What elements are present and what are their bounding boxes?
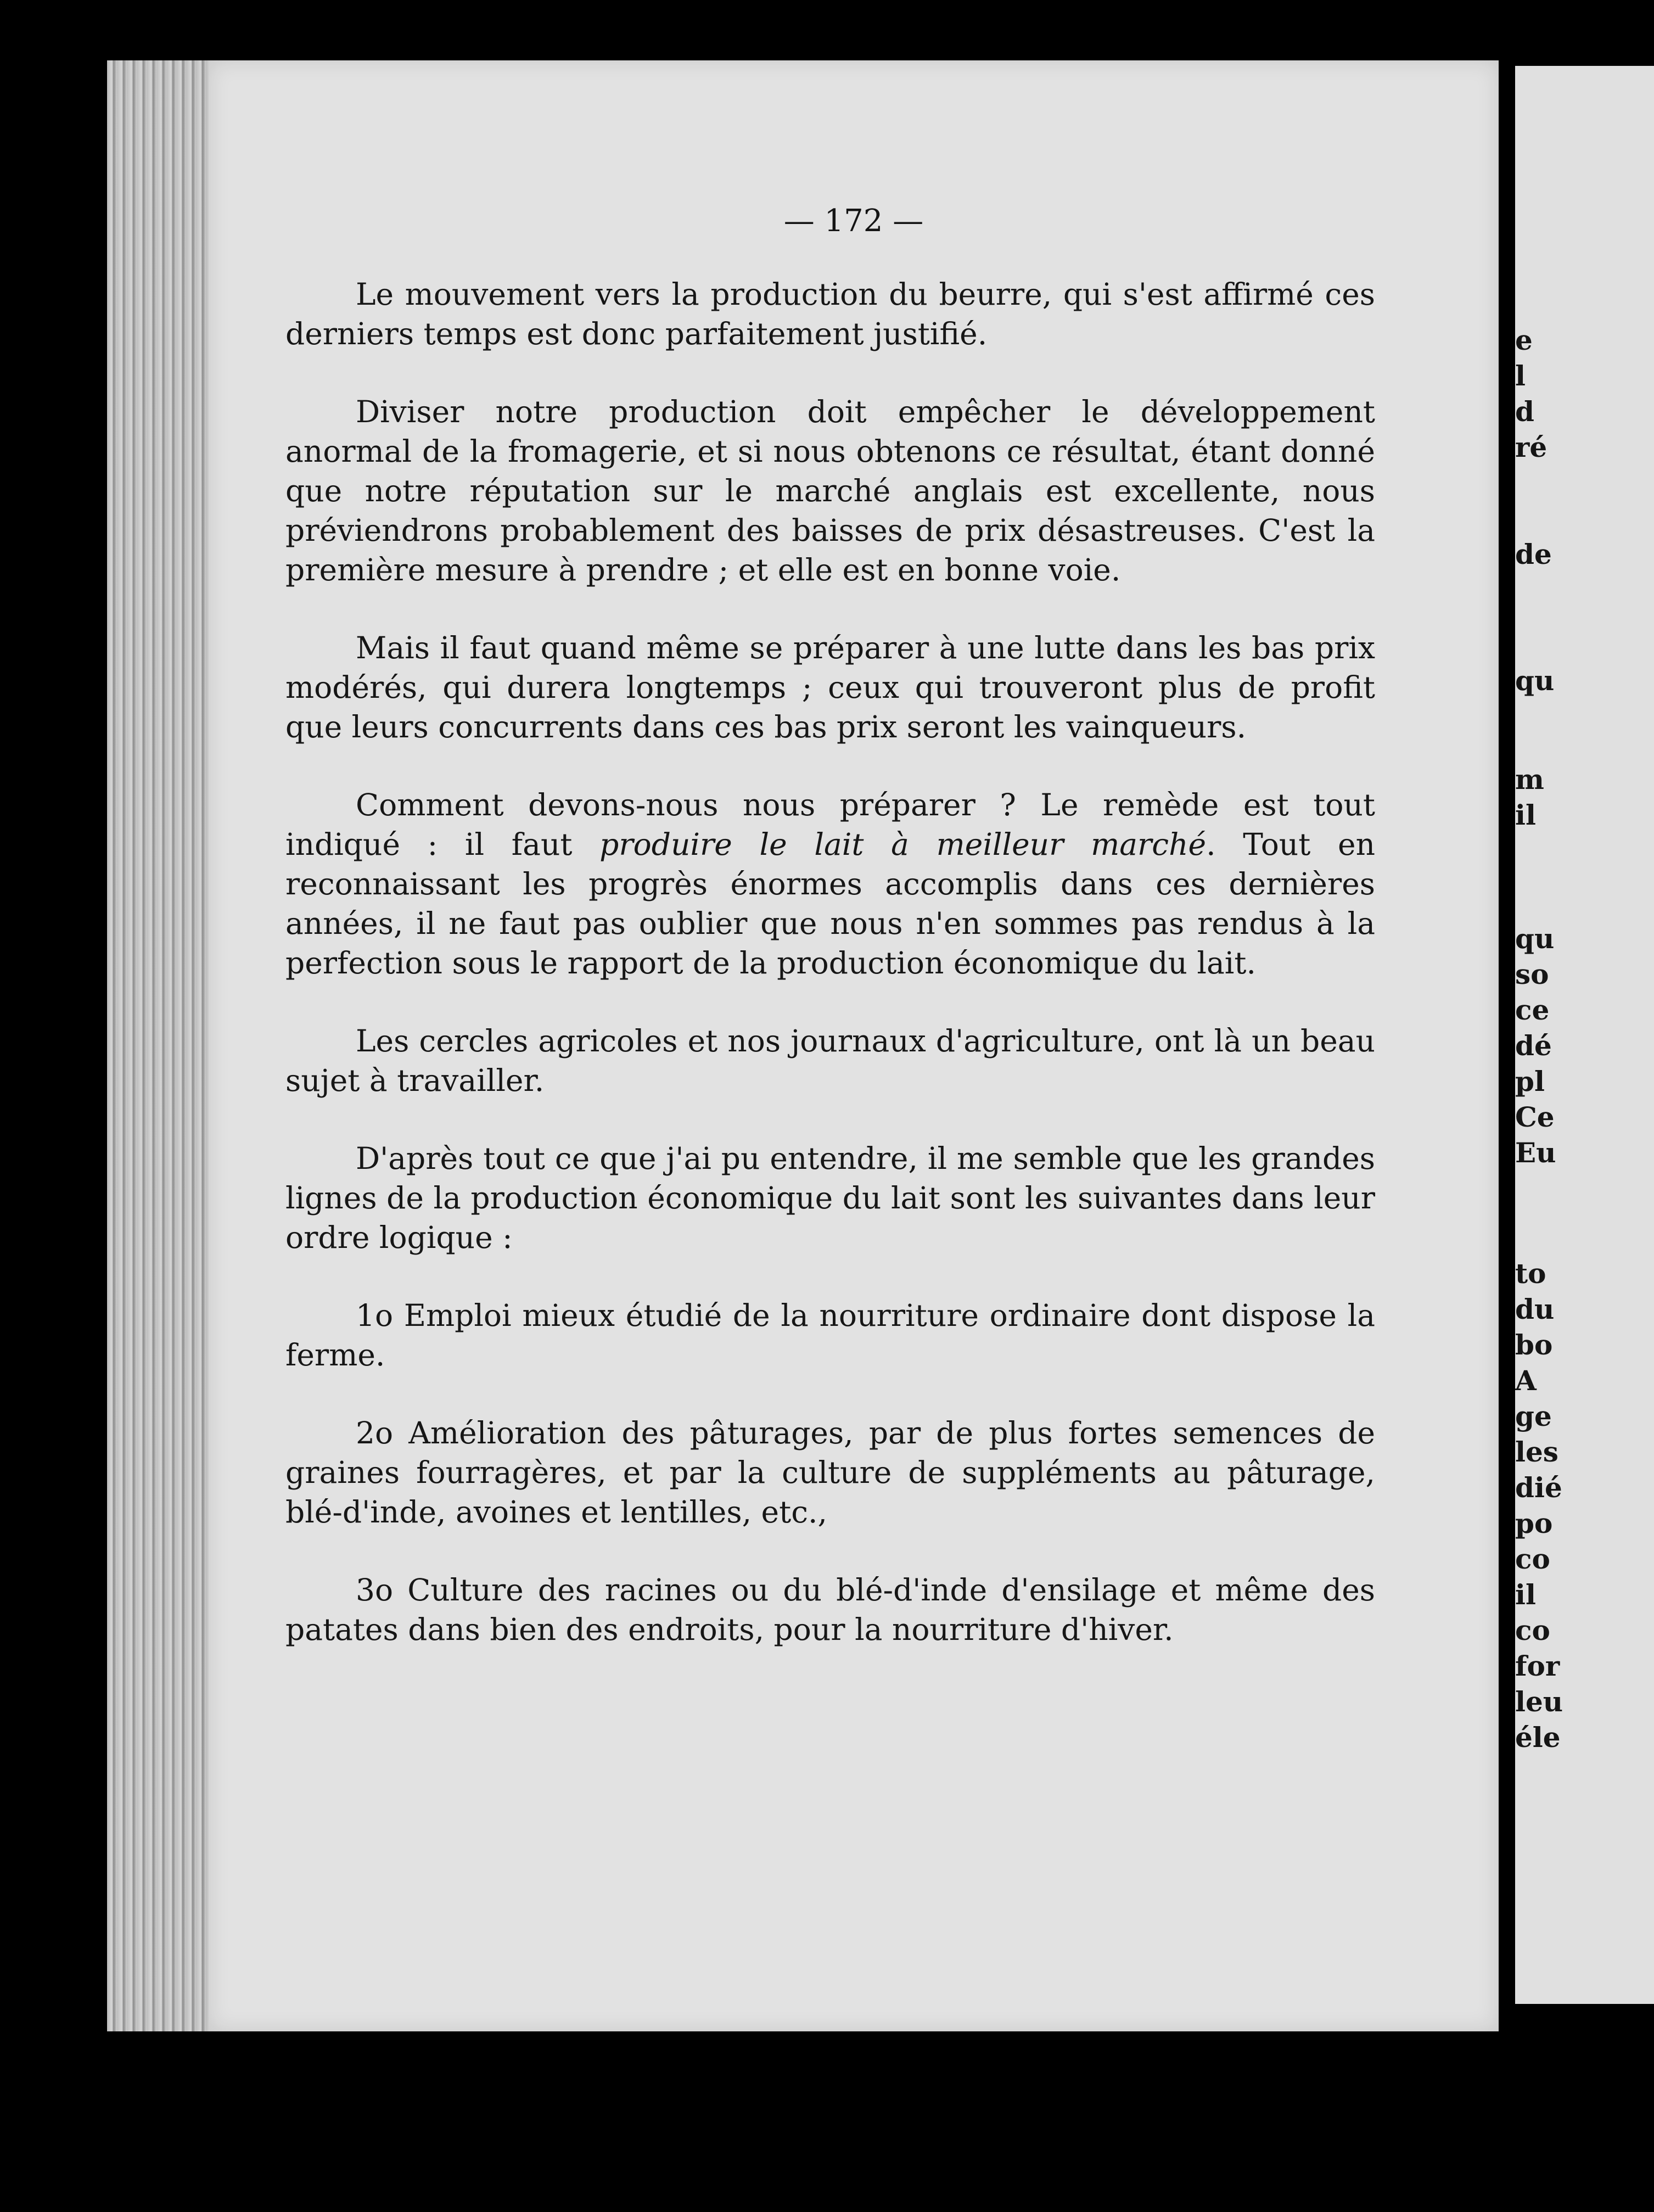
facing-fragment: for bbox=[1515, 1650, 1560, 1682]
facing-fragment: pl bbox=[1515, 1065, 1545, 1097]
list-item-3: 3o Culture des racines ou du blé-d'inde d'ensilage et même des patates dans bien des endroits, pour la nourriture d'hiver. bbox=[285, 1572, 1375, 1647]
facing-fragment: po bbox=[1515, 1507, 1553, 1539]
paragraph-3: Mais il faut quand même se préparer à une lutte dans les bas prix modérés, qui durera longtemps ; ceux qui trouveront plus de profit que leurs concurrents dans ces bas prix seront les vainqueurs. bbox=[285, 630, 1375, 744]
list-item-2: 2o Amélioration des pâturages, par de plus fortes semences de graines fourragères, et par la culture de suppléments au pâturage, blé-d'inde, avoines et lentilles, etc., bbox=[285, 1415, 1375, 1530]
facing-fragment: so bbox=[1515, 958, 1549, 990]
italic-emphasis: produire le lait à meilleur marché bbox=[599, 827, 1207, 862]
facing-fragment: A bbox=[1515, 1364, 1537, 1397]
facing-fragment: ré bbox=[1515, 431, 1548, 463]
facing-fragment: ge bbox=[1515, 1400, 1552, 1432]
facing-fragment: Ce bbox=[1515, 1101, 1555, 1133]
facing-fragment: bo bbox=[1515, 1329, 1553, 1361]
facing-fragment: l bbox=[1515, 360, 1526, 392]
paragraph-6: D'après tout ce que j'ai pu entendre, il me semble que les grandes lignes de la production économique du lait sont les suivantes dans leur ordre logique : bbox=[285, 1141, 1375, 1255]
facing-fragment: du bbox=[1515, 1293, 1555, 1325]
page-edges bbox=[107, 60, 217, 2031]
facing-fragment: co bbox=[1515, 1614, 1550, 1647]
facing-page bbox=[1515, 66, 1654, 2004]
facing-fragment: de bbox=[1515, 538, 1552, 570]
facing-fragment: d bbox=[1515, 395, 1534, 428]
paragraph-1: Le mouvement vers la production du beurre, qui s'est affirmé ces derniers temps est donc parfaitement justifié. bbox=[285, 277, 1375, 351]
facing-fragment: qu bbox=[1515, 922, 1555, 955]
paragraph-5: Les cercles agricoles et nos journaux d'agriculture, ont là un beau sujet à travailler. bbox=[285, 1023, 1375, 1098]
paragraph-2: Diviser notre production doit empêcher le développement anormal de la fromagerie, et si nous obtenons ce résultat, étant donné que notre réputation sur le marché anglais est excellente, nous préviendrons probablement des baisses de prix désastreuses. C'est la première mesure à prendre ; et elle est en bonne voie. bbox=[285, 394, 1375, 587]
facing-fragment: dié bbox=[1515, 1471, 1562, 1504]
facing-fragment: dé bbox=[1515, 1029, 1552, 1062]
facing-fragment: e bbox=[1515, 324, 1533, 356]
page-number: — 172 — bbox=[783, 203, 924, 239]
body-text bbox=[285, 275, 1375, 1688]
facing-fragment: ce bbox=[1515, 994, 1550, 1026]
paragraph-4-end: . Tout en reconnaissant les progrès énormes accomplis dans ces dernières années, il ne faut pas oublier que nous n'en sommes pas rendus à la perfection sous le rapport de la production économique du lait. bbox=[285, 827, 1375, 981]
facing-fragment: qu bbox=[1515, 664, 1555, 697]
facing-fragment: éle bbox=[1515, 1721, 1561, 1754]
facing-fragment: Eu bbox=[1515, 1136, 1556, 1169]
list-item-1: 1o Emploi mieux étudié de la nourriture ordinaire dont dispose la ferme. bbox=[285, 1298, 1375, 1373]
facing-fragment: il bbox=[1515, 1578, 1536, 1611]
facing-fragment: il bbox=[1515, 799, 1536, 831]
facing-fragment: leu bbox=[1515, 1685, 1563, 1718]
paragraph-4 bbox=[285, 785, 1375, 983]
facing-fragment: les bbox=[1515, 1436, 1558, 1468]
facing-fragment: to bbox=[1515, 1257, 1546, 1290]
facing-fragment: m bbox=[1515, 763, 1544, 796]
facing-fragment: co bbox=[1515, 1543, 1550, 1575]
paragraph-4-start: Comment devons-nous nous préparer ? Le remède est tout indiqué : il faut bbox=[285, 787, 1375, 862]
